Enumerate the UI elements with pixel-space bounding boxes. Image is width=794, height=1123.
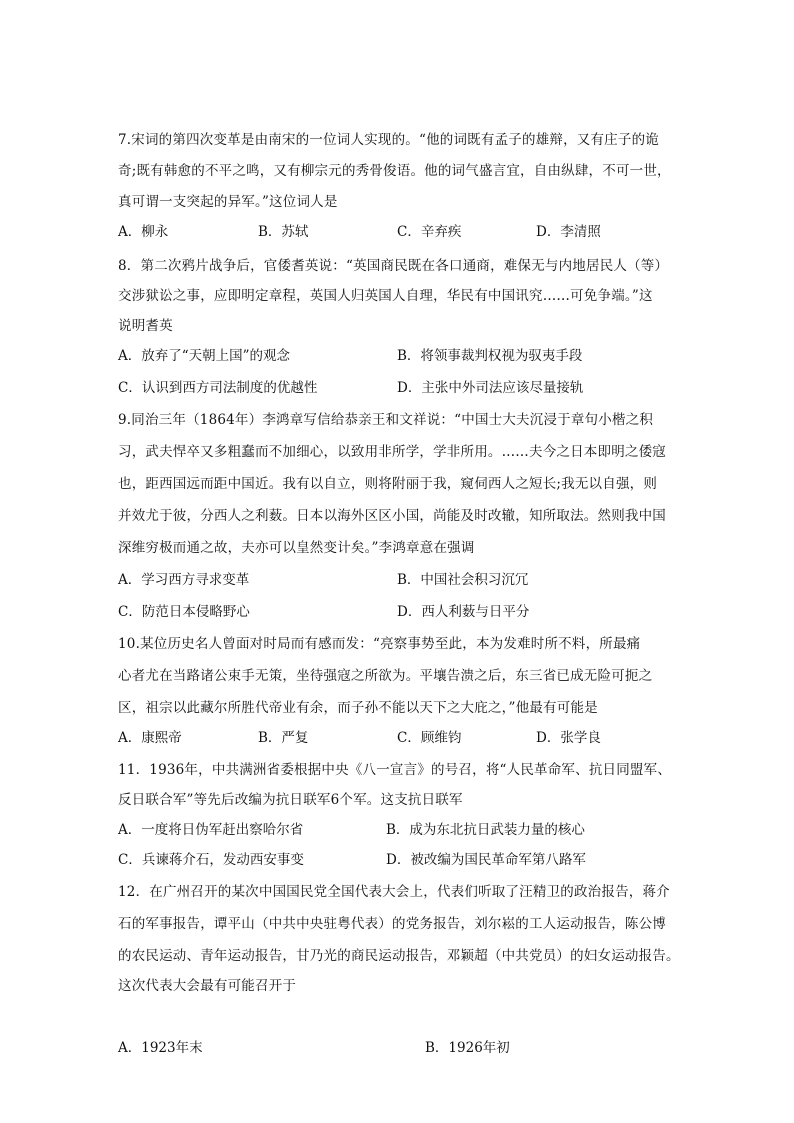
q11-option-c: C．兵谏蒋介石，发动西安事变: [118, 852, 304, 868]
q8-stem-line-3: 说明耆英: [118, 318, 173, 334]
q10-stem-line-3: 区，祖宗以此藏尔所胜代帝业有余，而子孙不能以天下之大庇之，”他最有可能是: [118, 700, 598, 716]
q11-option-a: A．一度将日伪军赶出察哈尔省: [118, 822, 304, 838]
q10-option-d: D．张学良: [536, 730, 601, 746]
q9-stem-line-2: 习，武夫悍卒又多粗蠢而不加细心，以致用非所学，学非所用。……夫今之日本即明之倭寇: [118, 444, 666, 460]
q8-option-a: A．放弃了“天朝上国”的观念: [118, 348, 291, 364]
q12-stem-line-2: 石的军事报告，谭平山（中共中央驻粤代表）的党务报告，刘尔崧的工人运动报告，陈公博: [118, 916, 666, 932]
q8-option-c: C．认识到西方司法制度的优越性: [118, 380, 318, 396]
q8-option-b: B．将领事裁判权视为驭夷手段: [397, 348, 583, 364]
q9-stem-line-3: 也，距西国远而距中国近。我有以自立，则将附丽于我，窥伺西人之短长;我无以自强，则: [118, 476, 658, 492]
q7-option-d: D．李清照: [536, 224, 601, 240]
q7-stem-line-1: 7.宋词的第四次变革是由南宋的一位词人实现的。“他的词既有孟子的雄辩，又有庄子的诡: [118, 132, 659, 148]
q10-option-b: B．严复: [258, 730, 309, 746]
q11-option-b: B．成为东北抗日武装力量的核心: [386, 822, 585, 838]
q7-stem-line-3: 真可谓一支突起的异军。”这位词人是: [118, 194, 338, 210]
q8-option-d: D．主张中外司法应该尽量接轨: [397, 380, 584, 396]
q9-stem-line-5: 深维穷极而通之故，夫亦可以皇然变计矣。”李鸿章意在强调: [118, 540, 475, 556]
q11-stem-line-2: 反日联合军”等先后改编为抗日联军6个军。这支抗日联军: [118, 792, 463, 808]
q9-stem-line-4: 并效尤于彼，分西人之利薮。日本以海外区区小国，尚能及时改辙，知所取法。然则我中国: [118, 508, 666, 524]
q9-option-b: B．中国社会积习沉冗: [397, 572, 529, 588]
q9-option-c: C．防范日本侵略野心: [118, 604, 250, 620]
q9-stem-line-1: 9.同治三年（1864年）李鸿章写信给恭亲王和文祥说：“中国士大夫沉浸于章句小楷之积: [118, 412, 654, 428]
q12-stem-line-4: 这次代表大会最有可能召开于: [118, 978, 297, 994]
q10-stem-line-2: 心者尤在当路诸公束手无策，坐待强寇之所欲为。平壤告溃之后，东三省已成无险可扼之: [118, 668, 653, 684]
q7-option-c: C．辛弃疾: [397, 224, 462, 240]
q11-option-d: D．被改编为国民革命军第八路军: [386, 852, 586, 868]
q9-option-d: D．西人利薮与日平分: [397, 604, 530, 620]
q7-stem-line-2: 奇;既有韩愈的不平之鸣，又有柳宗元的秀骨俊语。他的词气盛言宜，自由纵肆，不可一世，: [118, 163, 671, 179]
q8-stem-line-2: 交涉狱讼之事，应即明定章程，英国人归英国人自理，华民有中国讯究……可免争端。”这: [118, 288, 653, 304]
q12-stem-line-3: 的农民运动、青年运动报告，甘乃光的商民运动报告，邓颖超（中共党员）的妇女运动报告。: [118, 948, 680, 964]
q10-stem-line-1: 10.某位历史名人曾面对时局而有感而发：“亮察事势至此，本为发难时所不料，所最痛: [118, 636, 641, 652]
q7-option-b: B．苏轼: [258, 224, 309, 240]
q11-stem-line-1: 11．1936年，中共满洲省委根据中央《八一宣言》的号召，将“人民革命军、抗日同盟军、: [118, 762, 672, 778]
q12-option-a: A．1923年末: [118, 1040, 203, 1056]
q12-stem-line-1: 12．在广州召开的某次中国国民党全国代表大会上，代表们听取了汪精卫的政治报告，蒋介: [118, 884, 670, 900]
q7-option-a: A．柳永: [118, 224, 169, 240]
q12-option-b: B．1926年初: [425, 1040, 510, 1056]
q10-option-a: A．康熙帝: [118, 730, 182, 746]
q9-option-a: A．学习西方寻求变革: [118, 572, 250, 588]
q8-stem-line-1: 8．第二次鸦片战争后，官倭耆英说：“英国商民既在各口通商，难保无与内地居民人（等）: [118, 258, 669, 274]
q10-option-c: C．顾维钧: [397, 730, 462, 746]
